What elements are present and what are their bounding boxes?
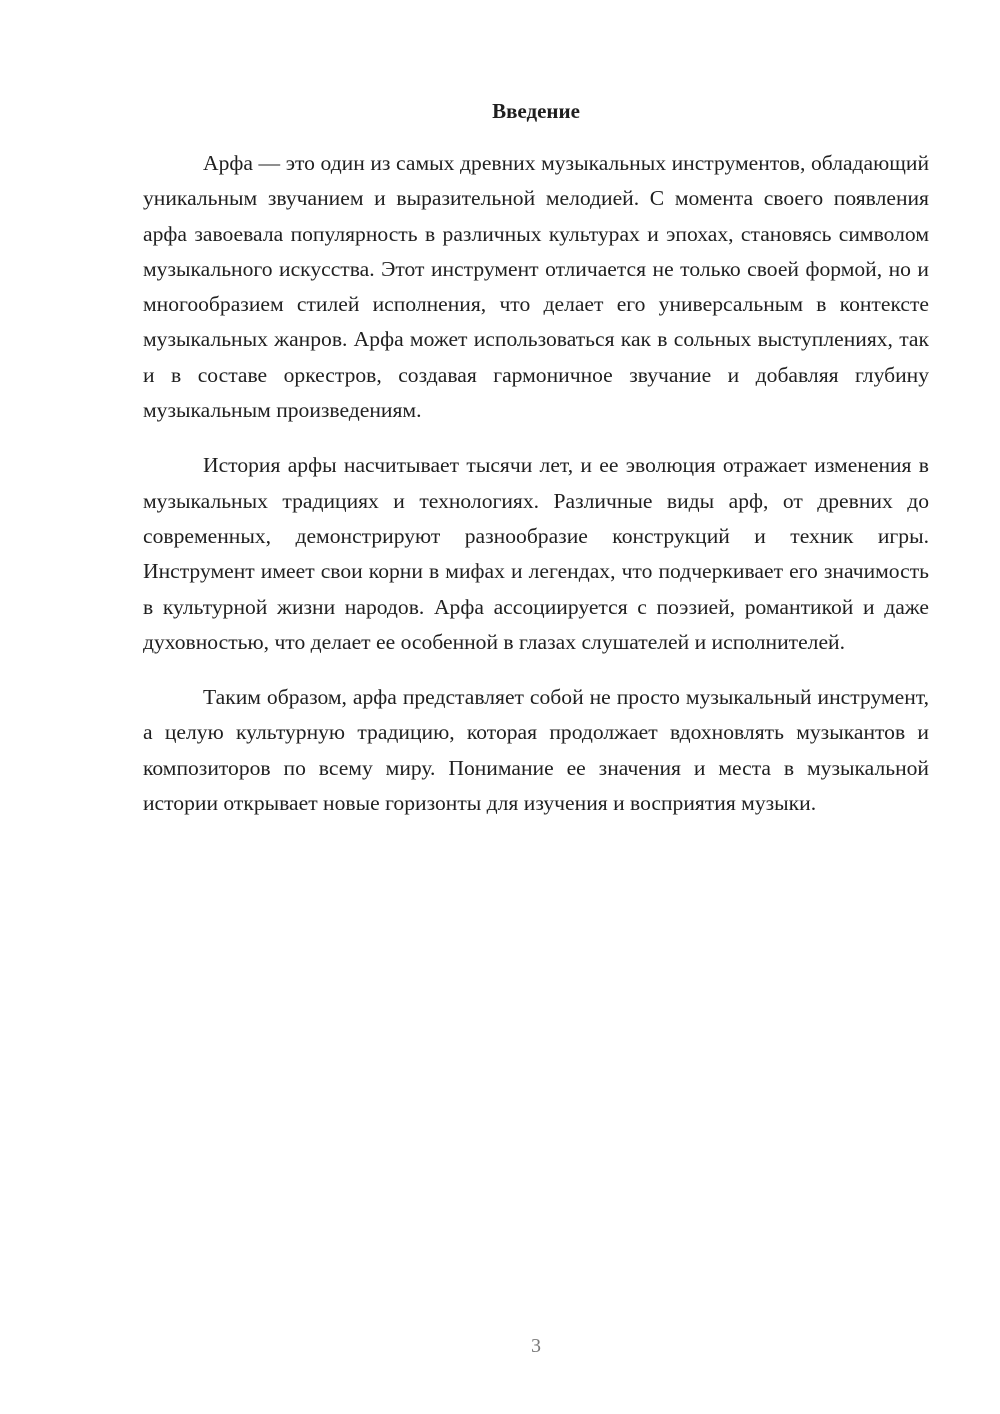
- paragraph-1: Арфа — это один из самых древних музыкальных инструментов, обладающий уникальным звучанием и выразительной мелодией. С момента своего появления арфа завоевала популярность в различных культурах и эпохах, становясь символом музыкального искусства. Этот инструмент отличается не только своей формой, но и многообразием стилей исполнения, что делает его универсальным в контексте музыкальных жанров. Арфа может использоваться как в сольных выступлениях, так и в составе оркестров, создавая гармоничное звучание и добавляя глубину музыкальным произведениям.: [143, 151, 929, 423]
- page-title: Введение: [492, 99, 580, 123]
- page-number: 3: [531, 1335, 541, 1357]
- paragraph-3: Таким образом, арфа представляет собой не просто музыкальный инструмент, а целую культурную традицию, которая продолжает вдохновлять музыкантов и композиторов по всему миру. Понимание ее значения и места в музыкальной истории открывает новые горизонты для изучения и восприятия музыки.: [143, 685, 929, 816]
- body-text: [143, 146, 929, 841]
- paragraph-2: История арфы насчитывает тысячи лет, и ее эволюция отражает изменения в музыкальных традициях и технологиях. Различные виды арф, от древних до современных, демонстрируют разнообразие конструкций и техник игры. Инструмент имеет свои корни в мифах и легендах, что подчеркивает его значимость в культурной жизни народов. Арфа ассоциируется с поэзией, романтикой и даже духовностью, что делает ее особенной в глазах слушателей и исполнителей.: [143, 453, 929, 654]
